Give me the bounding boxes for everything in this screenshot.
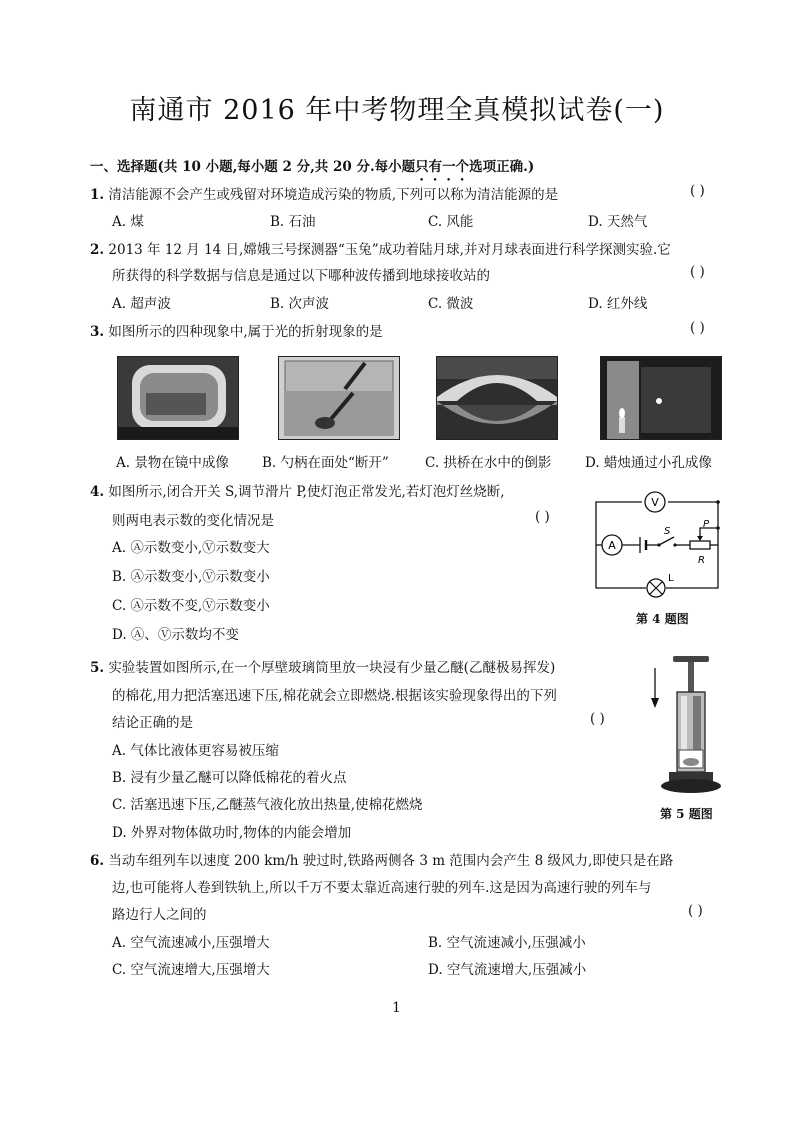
answer-paren: ( ): [535, 509, 550, 525]
question-text: 2013 年 12 月 14 日,嫦娥三号探测器“玉兔”成功着陆月球,并对月球表面进行科学探测实验.它: [108, 242, 671, 258]
question-number: 3.: [90, 324, 105, 340]
rheostat-symbol: [690, 541, 710, 549]
question-5: [90, 656, 555, 676]
option-b: B. 次声波: [270, 296, 330, 312]
candle-image: [601, 357, 721, 439]
option-a: A. 超声波: [112, 296, 171, 312]
lamp-label: L: [668, 573, 674, 584]
answer-paren: ( ): [690, 320, 705, 336]
photo-bridge-reflection: [436, 356, 558, 440]
option-d: D. 红外线: [588, 296, 648, 312]
bridge-image: [437, 357, 557, 439]
photo-pinhole-candle: [600, 356, 722, 440]
answer-paren: ( ): [690, 264, 705, 280]
switch-label: S: [664, 526, 671, 537]
option-c: C. Ⓐ示数不变,Ⓥ示数变小: [112, 598, 270, 614]
voltmeter-label: V: [651, 496, 659, 509]
option-d: D. Ⓐ、Ⓥ示数均不变: [112, 627, 239, 643]
question-text: 实验装置如图所示,在一个厚壁玻璃筒里放一块浸有少量乙醚(乙醚极易挥发): [108, 660, 556, 676]
figure-4-caption: 第 4 题图: [636, 612, 689, 626]
question-number: 2.: [90, 242, 105, 258]
circuit-diagram: [590, 480, 740, 605]
question-number: 5.: [90, 660, 105, 676]
option-b: B. 石油: [270, 214, 316, 230]
photo-mirror-reflection: [117, 356, 239, 440]
option-c: C. 活塞迅速下压,乙醚蒸气液化放出热量,使棉花燃烧: [112, 797, 423, 813]
slider-label: P: [703, 519, 710, 530]
question-1: [90, 183, 558, 203]
question-3: [90, 320, 383, 340]
option-b: B. 浸有少量乙醚可以降低棉花的着火点: [112, 770, 347, 786]
question-text: 如图所示的四种现象中,属于光的折射现象的是: [108, 324, 383, 340]
caption-c: C. 拱桥在水中的倒影: [425, 455, 552, 471]
caption-a: A. 景物在镜中成像: [116, 455, 229, 471]
question-4-line2: 则两电表示数的变化情况是: [112, 513, 274, 529]
option-a: A. Ⓐ示数变小,Ⓥ示数变大: [112, 540, 270, 556]
compression-apparatus: [645, 652, 725, 797]
question-6-line2: 边,也可能将人卷到铁轨上,所以千万不要太靠近高速行驶的列车.这是因为高速行驶的列车与: [112, 880, 652, 896]
page-number: 1: [392, 1000, 401, 1016]
exam-title: 南通市 2016 年中考物理全真模拟试卷(一): [129, 95, 665, 126]
question-6-line3: 路边行人之间的: [112, 907, 207, 923]
question-5-line3: 结论正确的是: [112, 715, 193, 731]
answer-paren: ( ): [590, 711, 605, 727]
answer-paren: ( ): [688, 903, 703, 919]
section-header-prefix: 一、选择题(共 10 小题,每小题 2 分,共 20 分.每小题: [90, 159, 416, 175]
caption-d: D. 蜡烛通过小孔成像: [585, 455, 712, 471]
section-header-emphasis: 只有一个: [415, 159, 470, 175]
option-c: C. 空气流速增大,压强增大: [112, 962, 270, 978]
option-a: A. 空气流速减小,压强增大: [112, 935, 270, 951]
section-header: [90, 155, 534, 184]
spoon-image: [279, 357, 399, 439]
question-2: [90, 238, 671, 258]
option-b: B. Ⓐ示数变小,Ⓥ示数变小: [112, 569, 270, 585]
option-c: C. 风能: [428, 214, 474, 230]
question-6: [90, 849, 673, 869]
answer-paren: ( ): [690, 183, 705, 199]
section-header-suffix: 选项正确.): [469, 159, 535, 175]
mirror-image: [118, 357, 238, 439]
question-text: 如图所示,闭合开关 S,调节滑片 P,使灯泡正常发光,若灯泡灯丝烧断,: [108, 484, 505, 500]
ammeter-label: A: [608, 539, 616, 552]
question-number: 4.: [90, 484, 105, 500]
option-a: A. 煤: [112, 214, 144, 230]
question-number: 6.: [90, 853, 105, 869]
photo-spoon-in-water: [278, 356, 400, 440]
question-text: 清洁能源不会产生或残留对环境造成污染的物质,下列可以称为清洁能源的是: [108, 187, 559, 203]
option-d: D. 空气流速增大,压强减小: [428, 962, 587, 978]
option-b: B. 空气流速减小,压强减小: [428, 935, 586, 951]
down-arrow-icon: [651, 698, 659, 708]
option-d: D. 外界对物体做功时,物体的内能会增加: [112, 825, 352, 841]
figure-5-caption: 第 5 题图: [660, 807, 713, 821]
question-4: [90, 480, 505, 500]
resistor-label: R: [698, 555, 705, 566]
caption-b: B. 勺柄在面处“断开”: [262, 455, 389, 471]
question-text: 当动车组列车以速度 200 km/h 驶过时,铁路两侧各 3 m 范围内会产生 8 级风力,即使只是在路: [108, 853, 674, 869]
question-number: 1.: [90, 187, 105, 203]
option-d: D. 天然气: [588, 214, 648, 230]
option-a: A. 气体比液体更容易被压缩: [112, 743, 279, 759]
question-5-line2: 的棉花,用力把活塞迅速下压,棉花就会立即燃烧.根据该实验现象得出的下列: [112, 688, 557, 704]
option-c: C. 微波: [428, 296, 474, 312]
question-2-line2: 所获得的科学数据与信息是通过以下哪种波传播到地球接收站的: [112, 268, 490, 284]
